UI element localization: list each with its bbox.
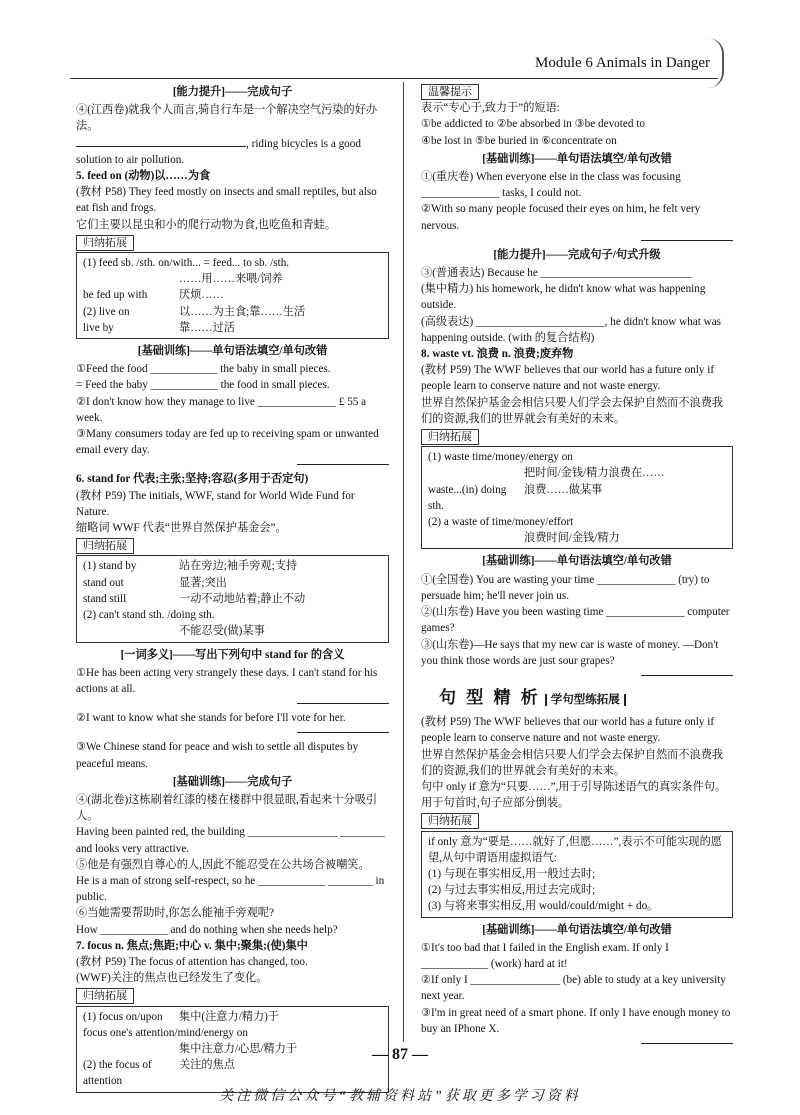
summary-meaning: 关注的焦点 xyxy=(179,1059,235,1072)
text-line: ①Feed the food ____________ the baby in small pieces. xyxy=(76,363,331,376)
text-line: (高级表达) _______________________, he didn't know what was happening outside. (with 的复合结构) xyxy=(421,315,722,344)
text-line: ②With so many people focused their eyes on him, he felt very nervous. xyxy=(421,203,701,232)
vocab-entry-title: 7. focus n. 焦点;焦距;中心 v. 集中;聚集;(使)集中 xyxy=(76,939,308,952)
section-heading: [一词多义]——写出下列句中 stand for 的含义 xyxy=(120,648,345,661)
summary-term: (2) live on xyxy=(83,305,130,318)
summary-box xyxy=(76,555,389,642)
answer-line xyxy=(641,240,733,241)
text-line: (教材 P59) The WWF believes that our world has a future only if people learn to conserve nature and not waste energy. xyxy=(421,364,715,393)
text-line: 世界自然保护基金会相信只要人们学会去保护自然而不浪费我们的资源,我们的世界就会有美好的未来。 xyxy=(421,396,724,425)
summary-row xyxy=(83,287,382,303)
summary-meaning: 浪费时间/金钱/精力 xyxy=(524,532,620,545)
header-rule xyxy=(70,78,718,79)
text-line: ②(山东卷) Have you been wasting time ______________ computer games? xyxy=(421,606,730,635)
summary-term: stand still xyxy=(83,592,127,605)
summary-term: if only 意为“要是……就好了,但愿……”,表示不可能实现的愿望,从句中谓语用虚拟语气: xyxy=(428,835,722,864)
summary-row xyxy=(83,607,382,623)
page-number: — 87 — xyxy=(372,1046,428,1063)
summary-term: live by xyxy=(83,321,114,334)
text-line: Having been painted red, the building ________________ ________ and looks very attractive. xyxy=(76,826,385,855)
text-line: ③We Chinese stand for peace and wish to settle all disputes by peaceful means. xyxy=(76,741,359,770)
text-line: (WWF)关注的焦点也已经发生了变化。 xyxy=(76,972,268,985)
section-heading: [能力提升]——完成句子 xyxy=(172,86,293,98)
pattern-analysis-heading xyxy=(439,687,733,708)
answer-line xyxy=(641,675,733,676)
summary-meaning: 厌烦…… xyxy=(179,289,224,302)
text-line: (教材 P59) The focus of attention has changed, too. xyxy=(76,955,308,968)
summary-term: (1) focus on/upon xyxy=(83,1010,163,1023)
text-line: ④(湖北卷)这栋刷着红漆的楼在楼群中很显眼,看起来十分吸引人。 xyxy=(76,793,378,823)
text-line: (教材 P59) The initials, WWF, stand for World Wide Fund for Nature. xyxy=(76,489,355,518)
summary-row xyxy=(428,465,726,481)
summary-row xyxy=(428,449,726,465)
summary-term: (2) the focus of attention xyxy=(83,1059,152,1088)
summary-meaning: 以……为主食;靠……生活 xyxy=(179,305,306,318)
summary-row xyxy=(428,530,726,546)
summary-row xyxy=(428,514,726,530)
section-heading: [基础训练]——单句语法填空/单句改错 xyxy=(482,555,672,568)
summary-term: focus one's attention/mind/energy on xyxy=(83,1026,248,1039)
text-line: 它们主要以昆虫和小的爬行动物为食,也吃鱼和青蛙。 xyxy=(76,218,337,231)
summary-box xyxy=(421,831,733,918)
summary-meaning: 显著;突出 xyxy=(179,576,227,589)
header-curve-decoration xyxy=(708,38,724,88)
text-line xyxy=(76,135,389,168)
summary-meaning: 把时间/金钱/精力浪费在…… xyxy=(524,467,665,480)
section-tag: 归纳拓展 xyxy=(421,429,479,445)
summary-row xyxy=(83,623,382,639)
summary-row xyxy=(83,591,382,607)
text-line: ②If only I ________________ (be) able to study at a key university next year. xyxy=(421,974,726,1003)
summary-meaning: 靠……过活 xyxy=(179,321,235,334)
summary-term: (1) stand by xyxy=(83,560,137,573)
summary-row xyxy=(83,558,382,574)
section-heading: [基础训练]——单句语法填空/单句改错 xyxy=(482,923,672,936)
text-line: ③(普通表达) Because he ___________________________ xyxy=(421,267,692,280)
section-heading: [基础训练]——完成句子 xyxy=(172,775,293,788)
summary-row xyxy=(83,320,382,336)
module-header: Module 6 Animals in Danger xyxy=(535,55,710,71)
answer-line xyxy=(297,732,389,733)
summary-term: (1) 与现在事实相反,用一般过去时; xyxy=(428,867,596,880)
summary-term: (1) feed sb. /sth. on/with... = feed... to sb. /sth. xyxy=(83,257,290,270)
footer-note: 关注微信公众号“教辅资料站”获取更多学习资料 xyxy=(219,1089,581,1104)
column-divider xyxy=(403,82,404,1042)
text-line: (教材 P59) The WWF believes that our world has a future only if people learn to conserve nature and not waste energy. xyxy=(421,716,715,745)
summary-meaning: 浪费……做某事 xyxy=(524,483,603,496)
summary-row xyxy=(83,1009,382,1025)
section-tag: 归纳拓展 xyxy=(76,235,134,251)
right-column xyxy=(421,82,733,1050)
text-line: ①(重庆卷) When everyone else in the class was focusing ______________ tasks, I could not. xyxy=(421,171,681,200)
section-heading: [能力提升]——完成句子/句式升级 xyxy=(493,248,661,261)
summary-row xyxy=(428,834,726,866)
text-line: ③Many consumers today are fed up to receiving spam or unwanted email every day. xyxy=(76,428,379,457)
answer-line xyxy=(297,703,389,704)
section-tag: 归纳拓展 xyxy=(76,988,134,1004)
summary-term: stand out xyxy=(83,576,124,589)
text-line: 世界自然保护基金会相信只要人们学会去保护自然而不浪费我们的资源,我们的世界就会有美好的未来。 xyxy=(421,748,724,777)
summary-row xyxy=(83,304,382,320)
text-line: How ____________ and do nothing when she needs help? xyxy=(76,923,338,936)
summary-meaning: ……用……来喂/饲养 xyxy=(179,273,283,286)
text-line: (集中精力) his homework, he didn't know what was happening outside. xyxy=(421,283,706,312)
section-heading: [基础训练]——单句语法填空/单句改错 xyxy=(137,345,328,358)
summary-term: (2) 与过去事实相反,用过去完成时; xyxy=(428,884,596,897)
answer-line xyxy=(297,464,389,465)
text-line: 句中 only if 意为“只要……”,用于引导陈述语气的真实条件句。用于句首时,句子应部分倒装。 xyxy=(421,780,727,810)
summary-term: be fed up with xyxy=(83,289,148,302)
text-line: ②I want to know what she stands for before I'll vote for her. xyxy=(76,712,346,725)
section-heading: [基础训练]——单句语法填空/单句改错 xyxy=(482,152,672,165)
vocab-entry-title: 8. waste vt. 浪费 n. 浪费;废弃物 xyxy=(421,348,574,361)
summary-row xyxy=(83,1025,382,1041)
text-line: ①(全国卷) You are wasting your time ______________ (try) to persuade him; he'll never join us. xyxy=(421,573,710,602)
summary-term: (3) 与将来事实相反,用 would/could/might + do。 xyxy=(428,900,659,913)
summary-row xyxy=(83,255,382,271)
summary-box xyxy=(421,446,733,549)
summary-row xyxy=(428,882,726,898)
text-line: ④(江西卷)就我个人而言,骑自行车是一个解决空气污染的好办法。 xyxy=(76,104,378,133)
text-line: ⑥当她需要帮助时,你怎么能袖手旁观呢? xyxy=(76,907,274,920)
summary-row xyxy=(428,898,726,914)
section-tag: 归纳拓展 xyxy=(76,538,134,554)
answer-line xyxy=(641,1043,733,1044)
text-line: ③I'm in great need of a smart phone. If only I have enough money to buy an IPhone X. xyxy=(421,1006,731,1035)
text-line: ④be lost in ⑤be buried in ⑥concentrate on xyxy=(421,134,617,147)
text-line: ②I don't know how they manage to live ______________ £ 55 a week. xyxy=(76,395,367,424)
section-tag: 归纳拓展 xyxy=(421,813,479,829)
text-line: He is a man of strong self-respect, so he ____________ ________ in public. xyxy=(76,874,385,904)
summary-row xyxy=(428,482,726,514)
text-line: 缩略词 WWF 代表“世界自然保护基金会”。 xyxy=(76,522,287,535)
summary-meaning: 不能忍受(做)某事 xyxy=(179,625,265,638)
text-line: = Feed the baby ____________ the food in small pieces. xyxy=(76,379,330,392)
summary-row xyxy=(83,575,382,591)
pattern-analysis-subtitle: 学句型练拓展 xyxy=(545,694,626,706)
summary-meaning: 集中(注意力/精力)于 xyxy=(179,1010,280,1023)
text-line: ①be addicted to ②be absorbed in ③be devoted to xyxy=(421,118,645,131)
text-line: ①He has been acting very strangely these days. I can't stand for his actions at all. xyxy=(76,666,378,695)
vocab-entry-title: 6. stand for 代表;主张;坚持;容忍(多用于否定句) xyxy=(76,473,309,486)
summary-meaning: 站在旁边;袖手旁观;支持 xyxy=(179,560,298,573)
section-tag: 温馨提示 xyxy=(421,84,479,100)
summary-term: (1) waste time/money/energy on xyxy=(428,451,573,464)
summary-row xyxy=(83,271,382,287)
text-run: , riding bicycles is a good solution to air pollution. xyxy=(76,137,361,166)
summary-term: (2) can't stand sth. /doing sth. xyxy=(83,609,215,622)
summary-box xyxy=(76,252,389,339)
text-line: ⑤他是有强烈自尊心的人,因此不能忍受在公共场合被嘲笑。 xyxy=(76,858,370,871)
summary-term: (2) a waste of time/money/effort xyxy=(428,516,574,529)
summary-row xyxy=(428,866,726,882)
text-line: 表示“专心于,致力于”的短语: xyxy=(421,102,560,115)
text-line: ③(山东卷)—He says that my new car is waste of money. —Don't you think those words are just sour grapes? xyxy=(421,638,719,667)
vocab-entry-title: 5. feed on (动物)以……为食 xyxy=(76,170,211,183)
summary-meaning: 一动不动地站着;静止不动 xyxy=(179,592,306,605)
text-line: (教材 P58) They feed mostly on insects and small reptiles, but also eat fish and frogs. xyxy=(76,186,377,215)
summary-term: waste...(in) doing sth. xyxy=(428,483,507,512)
text-line: ①It's too bad that I failed in the English exam. If only I ____________ (work) hard at it! xyxy=(421,941,669,970)
fill-blank[interactable] xyxy=(76,135,246,147)
pattern-analysis-title: 句 型 精 析 xyxy=(439,687,541,707)
left-column xyxy=(76,82,389,1097)
summary-meaning: 集中注意力/心思/精力于 xyxy=(179,1042,298,1055)
